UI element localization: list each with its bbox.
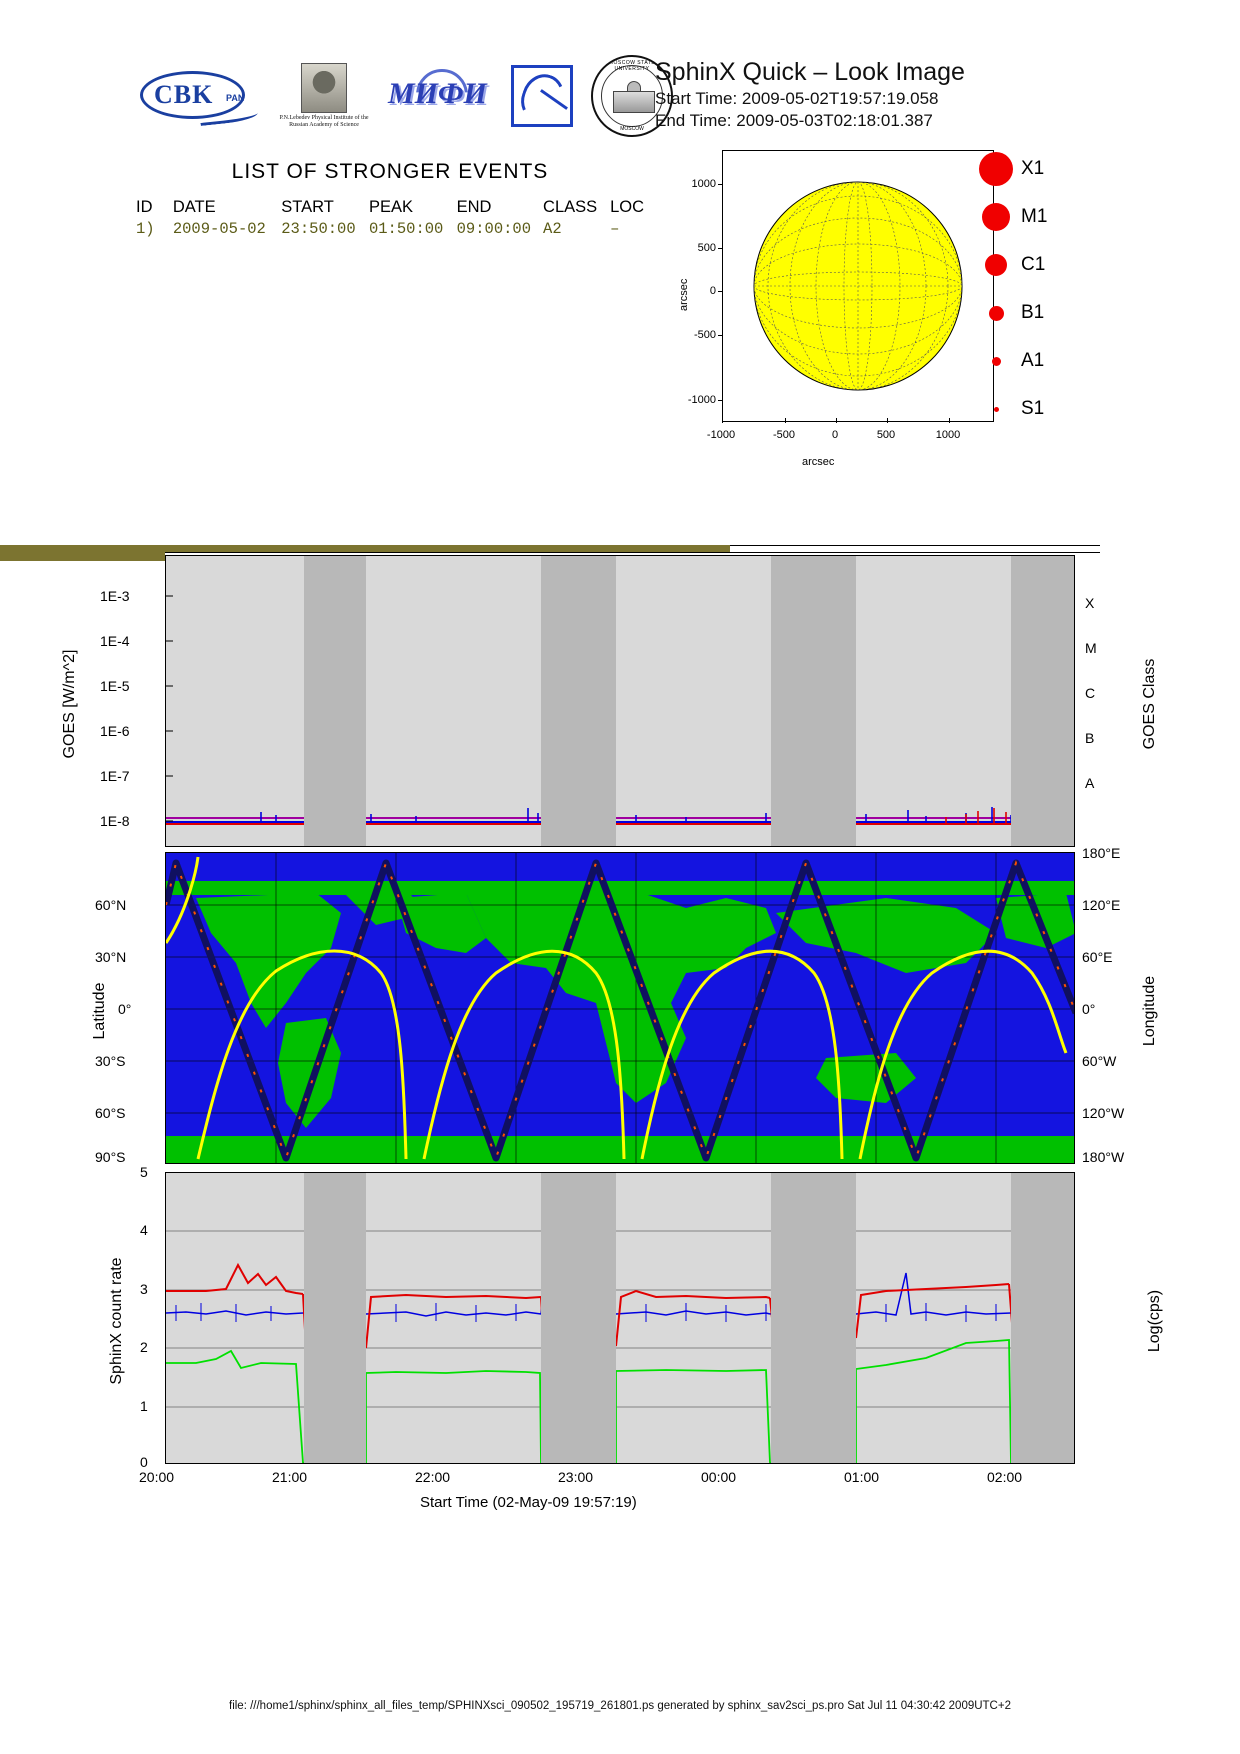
cell-date: 2009-05-02: [172, 220, 266, 238]
legend-dot-c1: [985, 254, 1007, 276]
count-ytick-3: 3: [140, 1281, 148, 1297]
page-title: SphinX Quick – Look Image: [655, 58, 965, 86]
cell-end: 09:00:00: [456, 220, 532, 238]
legend-item-s1: [975, 385, 1095, 433]
event-list-title: LIST OF STRONGER EVENTS: [231, 160, 549, 183]
count-ytick-5: 5: [140, 1164, 148, 1180]
lebedev-institute-logo-icon: [278, 63, 370, 129]
goes-class-c: C: [1085, 685, 1096, 701]
map-ylabel: Latitude: [91, 982, 108, 1040]
sunmap-ytick-m500: -500: [693, 329, 716, 341]
count-ytick-2: 2: [140, 1339, 148, 1355]
map-lon-180e: 180°E: [1082, 845, 1121, 861]
sunmap-xtick-1000: 1000: [935, 429, 961, 441]
legend-dot-m1: [982, 203, 1010, 231]
cell-peak: 01:50:00: [368, 220, 444, 238]
legend-item-c1: [975, 241, 1095, 289]
end-time-label: End Time: 2009-05-03T02:18:01.387: [655, 111, 933, 130]
col-date: DATE: [172, 198, 216, 216]
col-loc: LOC: [610, 198, 644, 216]
col-id: ID: [136, 198, 153, 216]
flare-class-legend: [975, 145, 1095, 433]
goes-ytick-1e-4: 1E-4: [100, 633, 130, 649]
goes-flux-panel: [0, 555, 1240, 865]
count-xtick-2200: 22:00: [415, 1469, 451, 1485]
map-lon-180w: 180°W: [1082, 1149, 1125, 1165]
source-file-caption: file: ///home1/sphinx/sphinx_all_files_temp/SPHINXsci_090502_195719_261801.ps generated by sphinx_sav2sci_ps.pro Sat Jul 11 04:30:42 2009UTC+2: [229, 1700, 1011, 1712]
legend-item-b1: [975, 289, 1095, 337]
legend-label-s1: S1: [1021, 398, 1045, 419]
legend-dot-a1: [992, 357, 1001, 366]
legend-label-m1: M1: [1021, 206, 1048, 227]
legend-label-x1: X1: [1021, 158, 1045, 179]
legend-item-x1: [975, 145, 1095, 193]
goes-ytick-1e-7: 1E-7: [100, 768, 130, 784]
map-ytick-90s: 90°S: [95, 1149, 126, 1165]
sunmap-plot-area: [722, 150, 994, 422]
legend-dot-x1: [979, 152, 1013, 186]
sunmap-ytick-0: 0: [709, 285, 716, 297]
cbk-pan-logo-icon: [140, 67, 260, 125]
map-plot-area: [165, 852, 1075, 1164]
goes-ytick-1e-8: 1E-8: [100, 813, 130, 829]
title-block: [655, 58, 965, 131]
seal-top-text: MOSCOW STATE UNIVERSITY: [608, 60, 656, 72]
col-start: START: [281, 198, 334, 216]
map-lon-120w: 120°W: [1082, 1105, 1125, 1121]
cell-start: 23:50:00: [281, 220, 356, 238]
legend-label-c1: C1: [1021, 254, 1046, 275]
map-ytick-30s: 30°S: [95, 1053, 126, 1069]
count-rate-series-svg: [166, 1173, 1075, 1464]
lebedev-caption: P.N.Lebedev Physical Institute of the Russian Academy of Science: [279, 115, 369, 128]
count-ytick-0: 0: [140, 1454, 148, 1470]
table-header-row: [130, 196, 650, 219]
count-xtick-0200: 02:00: [987, 1469, 1023, 1485]
sphinx-count-rate-panel: [0, 1164, 1240, 1512]
count-xtick-2300: 23:00: [558, 1469, 594, 1485]
legend-dot-b1: [989, 306, 1004, 321]
sunmap-xtick-m500: -500: [772, 429, 796, 441]
sunmap-xtick-m1000: -1000: [706, 429, 736, 441]
map-ylabel-right: Longitude: [1141, 975, 1158, 1047]
space-research-logo-icon: [511, 65, 573, 127]
table-row: [130, 219, 650, 239]
world-map-svg: [166, 853, 1075, 1164]
goes-ytick-1e-6: 1E-6: [100, 723, 130, 739]
event-list: [130, 160, 650, 239]
sunmap-xtick-0: 0: [831, 429, 839, 441]
legend-item-m1: [975, 193, 1095, 241]
solar-disk-map: [672, 146, 961, 468]
goes-plot-area: [165, 555, 1075, 847]
count-ytick-4: 4: [140, 1222, 148, 1238]
goes-ylabel-right: GOES Class: [1141, 658, 1158, 750]
orbit-ground-track-panel: [0, 845, 1240, 1172]
legend-dot-s1: [994, 407, 999, 412]
count-rate-plot-area: [165, 1172, 1075, 1464]
goes-class-a: A: [1085, 775, 1095, 791]
sunmap-ytick-500: 500: [697, 242, 716, 254]
count-ytick-1: 1: [140, 1398, 148, 1414]
sunmap-ytick-1000: 1000: [691, 178, 716, 190]
count-xtick-2100: 21:00: [272, 1469, 308, 1485]
page-header: [0, 0, 1240, 160]
cell-loc: –: [610, 220, 620, 238]
legend-label-a1: A1: [1021, 350, 1045, 371]
map-ytick-0: 0°: [118, 1001, 132, 1017]
cbk-logo-sub: PAN: [226, 93, 245, 103]
mephi-logo-icon: [388, 69, 493, 123]
goes-ylabel: GOES [W/m^2]: [61, 649, 78, 759]
lebedev-portrait-icon: [301, 63, 347, 113]
start-time-label: Start Time: 2009-05-02T19:57:19.058: [655, 89, 939, 108]
sunmap-ytick-m1000: -1000: [687, 394, 716, 406]
count-xlabel: Start Time (02-May-09 19:57:19): [420, 1494, 637, 1511]
goes-class-m: M: [1085, 640, 1097, 656]
map-lon-0: 0°: [1082, 1001, 1096, 1017]
col-end: END: [456, 198, 492, 216]
sunmap-xlabel: arcsec: [802, 456, 835, 468]
count-ylabel: SphinX count rate: [108, 1257, 125, 1385]
map-lon-60w: 60°W: [1082, 1053, 1117, 1069]
map-ytick-60s: 60°S: [95, 1105, 126, 1121]
count-xtick-0100: 01:00: [844, 1469, 880, 1485]
goes-class-x: X: [1085, 595, 1095, 611]
goes-series-svg: [166, 556, 1075, 847]
event-table: [130, 196, 650, 239]
cell-id: 1): [136, 220, 155, 238]
map-ytick-30n: 30°N: [95, 949, 127, 965]
map-lon-60e: 60°E: [1082, 949, 1113, 965]
sunmap-y-axis-label: arcsec: [678, 278, 690, 311]
col-peak: PEAK: [368, 198, 413, 216]
count-xtick-0000: 00:00: [701, 1469, 737, 1485]
goes-class-b: B: [1085, 730, 1095, 746]
map-lon-120e: 120°E: [1082, 897, 1121, 913]
mephi-logo-text: МИФИ: [388, 77, 487, 110]
sunmap-xtick-500: 500: [876, 429, 896, 441]
count-xtick-2000: 20:00: [139, 1469, 175, 1485]
goes-ytick-1e-5: 1E-5: [100, 678, 130, 694]
cell-class: A2: [543, 220, 562, 238]
count-ylabel-right: Log(cps): [1146, 1289, 1163, 1353]
legend-item-a1: [975, 337, 1095, 385]
cbk-logo-text: CBK: [154, 80, 214, 109]
seal-bottom-text: MOSCOW: [620, 126, 644, 132]
col-class: CLASS: [543, 198, 598, 216]
solar-disk-svg: [723, 151, 993, 421]
goes-ytick-1e-3: 1E-3: [100, 588, 130, 604]
map-ytick-60n: 60°N: [95, 897, 127, 913]
legend-label-b1: B1: [1021, 302, 1045, 323]
logo-row: [140, 55, 673, 137]
